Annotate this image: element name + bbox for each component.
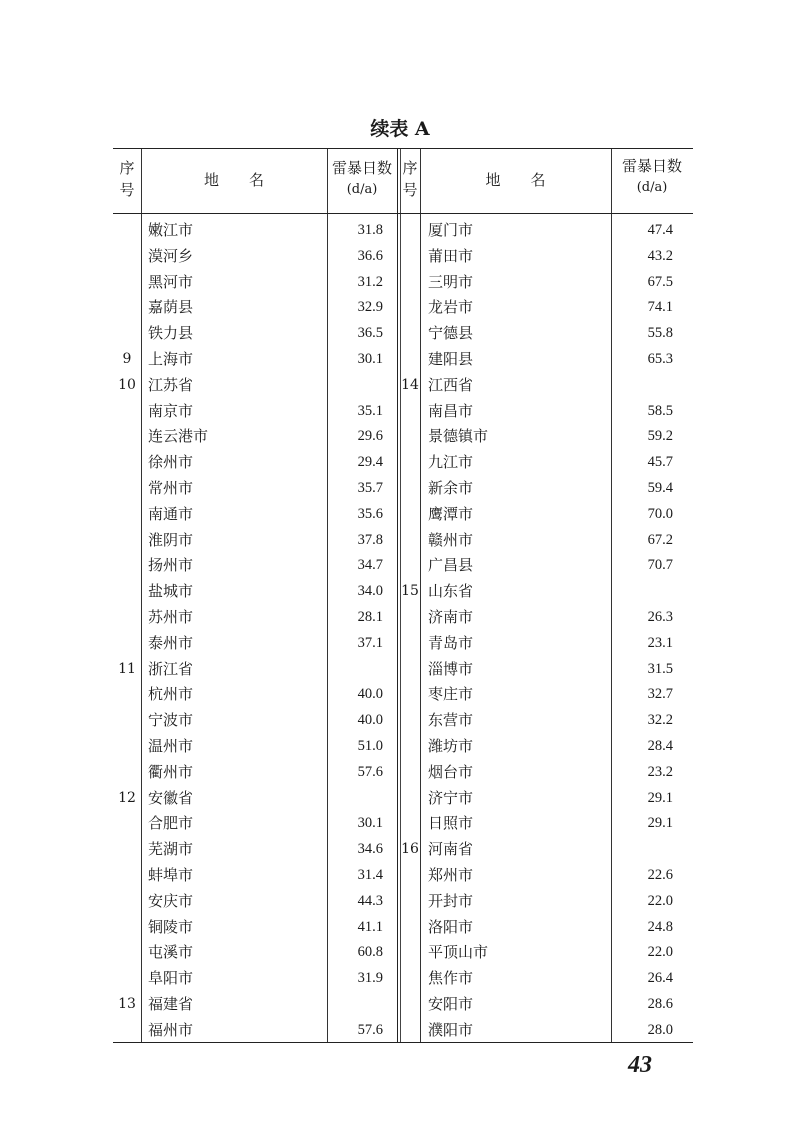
table-row bbox=[113, 578, 693, 604]
row-thunder-days: 43.2 bbox=[647, 247, 673, 264]
row-thunder-days: 26.4 bbox=[647, 970, 673, 987]
row-place-name: 郑州市 bbox=[428, 866, 474, 884]
row-thunder-days: 40.0 bbox=[357, 712, 383, 729]
row-thunder-days: 29.4 bbox=[357, 454, 383, 471]
row-place-name: 烟台市 bbox=[428, 762, 474, 781]
table-row bbox=[113, 630, 693, 656]
row-place-name: 福建省 bbox=[148, 995, 194, 1013]
row-place-name: 芜湖市 bbox=[148, 840, 194, 859]
row-thunder-days: 22.0 bbox=[647, 892, 673, 909]
row-place-name: 宁德县 bbox=[428, 324, 474, 343]
row-thunder-days: 31.9 bbox=[357, 970, 383, 987]
row-place-name: 新余市 bbox=[428, 479, 474, 497]
row-thunder-days: 30.1 bbox=[357, 815, 383, 832]
row-place-name: 徐州市 bbox=[148, 453, 194, 472]
row-thunder-days: 26.3 bbox=[647, 609, 673, 625]
row-place-name: 安徽省 bbox=[148, 788, 194, 807]
row-place-name: 阜阳市 bbox=[148, 969, 194, 988]
row-place-name: 厦门市 bbox=[428, 221, 474, 239]
row-thunder-days: 24.8 bbox=[647, 918, 673, 935]
row-thunder-days: 34.0 bbox=[357, 583, 383, 600]
table-row bbox=[113, 372, 693, 398]
table-row bbox=[113, 527, 693, 553]
row-place-name: 江苏省 bbox=[148, 375, 194, 394]
row-place-name: 泰州市 bbox=[148, 633, 194, 652]
table-row bbox=[113, 914, 693, 940]
row-place-name: 浙江省 bbox=[148, 659, 194, 678]
table-row bbox=[113, 939, 693, 965]
row-place-name: 黑河市 bbox=[148, 272, 194, 291]
row-place-name: 上海市 bbox=[148, 350, 194, 368]
row-place-name: 莆田市 bbox=[428, 246, 474, 265]
row-place-name: 济宁市 bbox=[428, 788, 474, 807]
row-seq-number: 12 bbox=[118, 789, 136, 806]
row-thunder-days: 67.5 bbox=[647, 273, 673, 290]
row-thunder-days: 35.6 bbox=[357, 505, 383, 522]
row-place-name: 焦作市 bbox=[428, 969, 474, 988]
row-place-name: 南京市 bbox=[148, 401, 194, 420]
row-place-name: 河南省 bbox=[428, 840, 474, 859]
row-place-name: 苏州市 bbox=[148, 608, 194, 626]
row-thunder-days: 32.9 bbox=[357, 299, 383, 316]
row-thunder-days: 65.3 bbox=[647, 351, 673, 367]
row-place-name: 嘉荫县 bbox=[148, 298, 194, 317]
row-thunder-days: 29.1 bbox=[647, 789, 673, 806]
row-thunder-days: 41.1 bbox=[357, 918, 383, 935]
row-place-name: 龙岩市 bbox=[428, 298, 474, 317]
row-place-name: 福州市 bbox=[148, 1020, 194, 1039]
days-header: 雷暴日数 (d/a) bbox=[621, 157, 682, 195]
row-place-name: 三明市 bbox=[428, 272, 474, 291]
row-place-name: 濮阳市 bbox=[428, 1020, 474, 1039]
row-place-name: 赣州市 bbox=[428, 530, 474, 549]
table-row bbox=[113, 681, 693, 707]
row-place-name: 日照市 bbox=[428, 814, 474, 833]
table-row bbox=[113, 269, 693, 295]
row-place-name: 南昌市 bbox=[428, 401, 474, 420]
row-thunder-days: 40.0 bbox=[357, 686, 383, 703]
table-row bbox=[113, 398, 693, 424]
row-place-name: 开封市 bbox=[428, 891, 474, 910]
row-place-name: 连云港市 bbox=[148, 427, 209, 446]
row-thunder-days: 35.1 bbox=[357, 402, 383, 419]
table-row bbox=[113, 243, 693, 269]
row-place-name: 鹰潭市 bbox=[428, 504, 474, 523]
row-thunder-days: 34.6 bbox=[357, 841, 383, 858]
row-place-name: 铜陵市 bbox=[148, 917, 194, 936]
row-place-name: 漠河乡 bbox=[148, 246, 194, 265]
row-place-name: 济南市 bbox=[428, 608, 474, 626]
row-place-name: 九江市 bbox=[428, 453, 474, 472]
row-place-name: 南通市 bbox=[148, 504, 194, 523]
row-place-name: 常州市 bbox=[148, 479, 194, 497]
row-thunder-days: 35.7 bbox=[357, 480, 383, 496]
row-place-name: 铁力县 bbox=[148, 324, 194, 343]
row-thunder-days: 31.8 bbox=[357, 222, 383, 238]
row-thunder-days: 70.7 bbox=[647, 557, 673, 574]
row-thunder-days: 31.4 bbox=[357, 867, 383, 883]
row-place-name: 潍坊市 bbox=[428, 737, 474, 755]
table-row bbox=[113, 862, 693, 888]
row-thunder-days: 37.8 bbox=[357, 531, 383, 548]
table-row bbox=[113, 294, 693, 320]
table-row bbox=[113, 552, 693, 578]
row-thunder-days: 32.7 bbox=[647, 686, 673, 703]
row-thunder-days: 37.1 bbox=[357, 634, 383, 651]
row-thunder-days: 31.2 bbox=[357, 273, 383, 290]
row-thunder-days: 45.7 bbox=[647, 454, 673, 471]
row-thunder-days: 30.1 bbox=[357, 351, 383, 367]
place-header: 地 名 bbox=[485, 171, 546, 189]
row-thunder-days: 28.0 bbox=[647, 1021, 673, 1038]
row-thunder-days: 28.4 bbox=[647, 738, 673, 754]
row-place-name: 枣庄市 bbox=[428, 685, 474, 704]
row-place-name: 安庆市 bbox=[148, 891, 194, 910]
row-place-name: 宁波市 bbox=[148, 711, 194, 730]
row-place-name: 衢州市 bbox=[148, 762, 194, 781]
row-thunder-days: 57.6 bbox=[357, 1021, 383, 1038]
row-thunder-days: 22.0 bbox=[647, 944, 673, 961]
row-thunder-days: 23.1 bbox=[647, 634, 673, 651]
table-row bbox=[113, 785, 693, 811]
table-row bbox=[113, 346, 693, 372]
row-place-name: 温州市 bbox=[148, 737, 194, 755]
row-place-name: 景德镇市 bbox=[428, 427, 489, 446]
row-place-name: 屯溪市 bbox=[148, 943, 194, 962]
row-place-name: 合肥市 bbox=[148, 814, 194, 833]
table-row bbox=[113, 888, 693, 914]
row-thunder-days: 23.2 bbox=[647, 763, 673, 780]
row-place-name: 扬州市 bbox=[148, 556, 194, 575]
row-thunder-days: 36.6 bbox=[357, 247, 383, 264]
row-place-name: 盐城市 bbox=[148, 582, 194, 601]
table-row bbox=[113, 759, 693, 785]
days-header: 雷暴日数 (d/a) bbox=[331, 159, 392, 197]
table-row bbox=[113, 320, 693, 346]
row-thunder-days: 57.6 bbox=[357, 763, 383, 780]
row-seq-number: 15 bbox=[401, 583, 419, 600]
row-place-name: 平顶山市 bbox=[428, 943, 489, 962]
row-thunder-days: 28.6 bbox=[647, 996, 673, 1012]
row-thunder-days: 36.5 bbox=[357, 325, 383, 342]
table-row bbox=[113, 1017, 693, 1043]
row-thunder-days: 55.8 bbox=[647, 325, 673, 342]
row-seq-number: 10 bbox=[118, 376, 136, 393]
row-seq-number: 16 bbox=[401, 841, 419, 858]
row-thunder-days: 34.7 bbox=[357, 557, 383, 574]
table-row bbox=[113, 501, 693, 527]
seq-header: 序 号 bbox=[402, 159, 418, 199]
row-thunder-days: 31.5 bbox=[647, 660, 673, 677]
row-place-name: 杭州市 bbox=[148, 685, 194, 704]
row-thunder-days: 59.4 bbox=[647, 480, 673, 496]
seq-header: 序 号 bbox=[119, 159, 135, 199]
row-thunder-days: 47.4 bbox=[647, 222, 673, 238]
table-row bbox=[113, 733, 693, 759]
row-place-name: 江西省 bbox=[428, 375, 474, 394]
row-place-name: 青岛市 bbox=[428, 633, 474, 652]
row-place-name: 嫩江市 bbox=[148, 221, 194, 239]
row-thunder-days: 70.0 bbox=[647, 505, 673, 522]
row-thunder-days: 59.2 bbox=[647, 428, 673, 445]
row-place-name: 安阳市 bbox=[428, 995, 474, 1013]
table-row bbox=[113, 991, 693, 1017]
row-place-name: 淄博市 bbox=[428, 659, 474, 678]
row-place-name: 广昌县 bbox=[428, 556, 474, 575]
row-place-name: 山东省 bbox=[428, 582, 474, 601]
table-row bbox=[113, 423, 693, 449]
row-seq-number: 13 bbox=[118, 996, 136, 1012]
page-number: 43 bbox=[628, 1052, 652, 1078]
row-place-name: 洛阳市 bbox=[428, 917, 474, 936]
header-rule bbox=[113, 213, 693, 214]
table-title: 续表 A bbox=[370, 118, 430, 140]
row-thunder-days: 29.1 bbox=[647, 815, 673, 832]
table-row bbox=[113, 656, 693, 682]
row-thunder-days: 32.2 bbox=[647, 712, 673, 729]
row-thunder-days: 58.5 bbox=[647, 402, 673, 419]
row-seq-number: 9 bbox=[122, 351, 132, 367]
row-seq-number: 11 bbox=[118, 660, 136, 677]
table-row bbox=[113, 810, 693, 836]
table-row bbox=[113, 707, 693, 733]
row-place-name: 蚌埠市 bbox=[148, 866, 194, 884]
row-seq-number: 14 bbox=[401, 376, 419, 393]
row-thunder-days: 28.1 bbox=[357, 609, 383, 625]
row-thunder-days: 60.8 bbox=[357, 944, 383, 961]
row-thunder-days: 51.0 bbox=[357, 738, 383, 754]
row-thunder-days: 44.3 bbox=[357, 892, 383, 909]
row-thunder-days: 67.2 bbox=[647, 531, 673, 548]
thunderstorm-days-table bbox=[113, 148, 693, 1043]
table-row bbox=[113, 217, 693, 243]
table-row bbox=[113, 449, 693, 475]
row-place-name: 建阳县 bbox=[428, 350, 474, 368]
table-row bbox=[113, 965, 693, 991]
row-thunder-days: 29.6 bbox=[357, 428, 383, 445]
table-row bbox=[113, 836, 693, 862]
table-row bbox=[113, 475, 693, 501]
row-place-name: 东营市 bbox=[428, 711, 474, 730]
row-thunder-days: 22.6 bbox=[647, 867, 673, 883]
place-header: 地 名 bbox=[203, 171, 264, 189]
row-place-name: 淮阴市 bbox=[148, 530, 194, 549]
table-row bbox=[113, 604, 693, 630]
row-thunder-days: 74.1 bbox=[647, 299, 673, 316]
